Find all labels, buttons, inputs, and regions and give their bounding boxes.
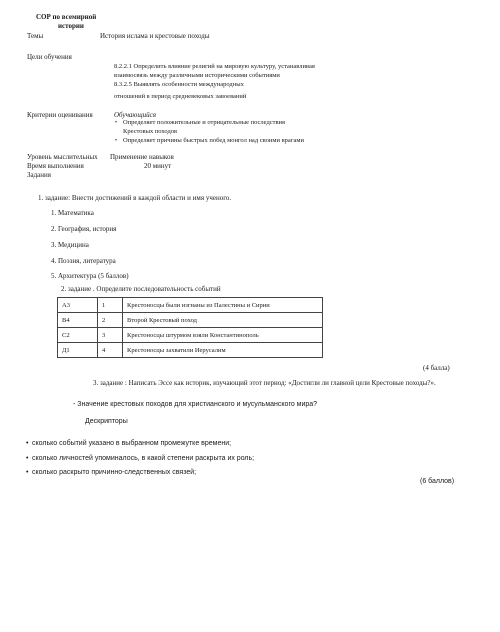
- bullet-icon: •: [115, 120, 118, 126]
- table-cell-key: А3: [58, 298, 98, 313]
- task3-prompt: 3. задание : Написать Эссе как историк, изучающий этот период: «Достигли ли главной цели Крестовые походы?».: [93, 379, 436, 387]
- descriptor-item: сколько раскрыто причинно-следственных связей;: [32, 469, 197, 476]
- table-cell-num: 4: [98, 343, 123, 358]
- criteria-intro: Обучающийся: [114, 111, 157, 119]
- table-cell-key: С2: [58, 328, 98, 343]
- level-value: Применение навыков: [110, 153, 174, 161]
- bullet-icon: •: [115, 138, 118, 144]
- goal-line: 8.2.2.1 Определить влияние религий на мировую культуру, устанавливая: [114, 63, 315, 70]
- table-row: [58, 343, 323, 358]
- goals-label: Цели обучения: [27, 53, 72, 61]
- goal-line: взаимосвязь между различными историческими событиями: [114, 72, 280, 79]
- task3-score: (6 баллов): [420, 478, 455, 485]
- time-label: Время выполнения: [27, 162, 84, 170]
- task1-prompt: 1. задание: Внести достижений в каждой области и имя ученого.: [38, 194, 232, 202]
- doc-title-line2: истории: [58, 22, 84, 30]
- bullet-icon: •: [26, 440, 29, 447]
- table-cell-event: Крестоносцы штурмом взяли Константинополь: [123, 328, 323, 343]
- table-cell-key: В4: [58, 313, 98, 328]
- task3-question: - Значение крестовых походов для христианского и мусульманского мира?: [73, 401, 318, 408]
- task1-item: 2. География, история: [51, 225, 117, 233]
- tasks-label: Задания: [27, 171, 51, 179]
- table-cell-num: 1: [98, 298, 123, 313]
- table-row: [58, 313, 323, 328]
- bullet-icon: •: [26, 469, 29, 476]
- table-cell-event: Крестоносцы были изгнаны из Палестины и Сирии: [123, 298, 323, 313]
- topic-label: Темы: [27, 32, 44, 40]
- table-row: [58, 298, 323, 313]
- table-cell-event: Крестоносцы захватили Иерусалим: [123, 343, 323, 358]
- task1-item: 1. Математика: [51, 209, 94, 217]
- descriptor-item: сколько личностей упоминалось, в какой степени раскрыта их роль;: [32, 455, 255, 462]
- task1-item: 3. Медицина: [51, 241, 89, 249]
- criteria-label: Критерии оценивания: [27, 111, 93, 119]
- table-cell-event: Второй Крестовый поход: [123, 313, 323, 328]
- table-cell-key: Д1: [58, 343, 98, 358]
- goal-line: отношений в период средневековых завоеваний: [114, 93, 247, 100]
- task1-item: 5. Архитектура (5 баллов): [51, 272, 129, 280]
- goal-line: 8.3.2.5 Выявлять особенности международных: [114, 81, 244, 88]
- topic-value: История ислама и крестовые походы: [100, 32, 210, 40]
- bullet-icon: •: [26, 455, 29, 462]
- criteria-item: Определяет положительные и отрицательные последствия: [123, 119, 286, 126]
- time-value: 20 минут: [144, 162, 172, 170]
- task2-prompt: 2. задание . Определите последовательность событий: [61, 285, 221, 293]
- doc-title-line1: СОР по всемирной: [36, 13, 97, 21]
- descriptors-label: Дескрипторы: [85, 418, 128, 425]
- sequence-table: [57, 297, 323, 358]
- descriptor-item: сколько событий указано в выбранном промежутке времени;: [32, 440, 232, 447]
- table-cell-num: 2: [98, 313, 123, 328]
- criteria-item: Определяет причины быстрых побед монгол над своими врагами: [123, 137, 304, 144]
- table-row: [58, 328, 323, 343]
- level-label: Уровень мыслительных: [27, 153, 98, 161]
- criteria-item-cont: Крестовых походов: [123, 128, 178, 135]
- task1-item: 4. Поэзия, литература: [51, 257, 116, 265]
- table-cell-num: 3: [98, 328, 123, 343]
- task2-score: (4 балла): [423, 364, 450, 372]
